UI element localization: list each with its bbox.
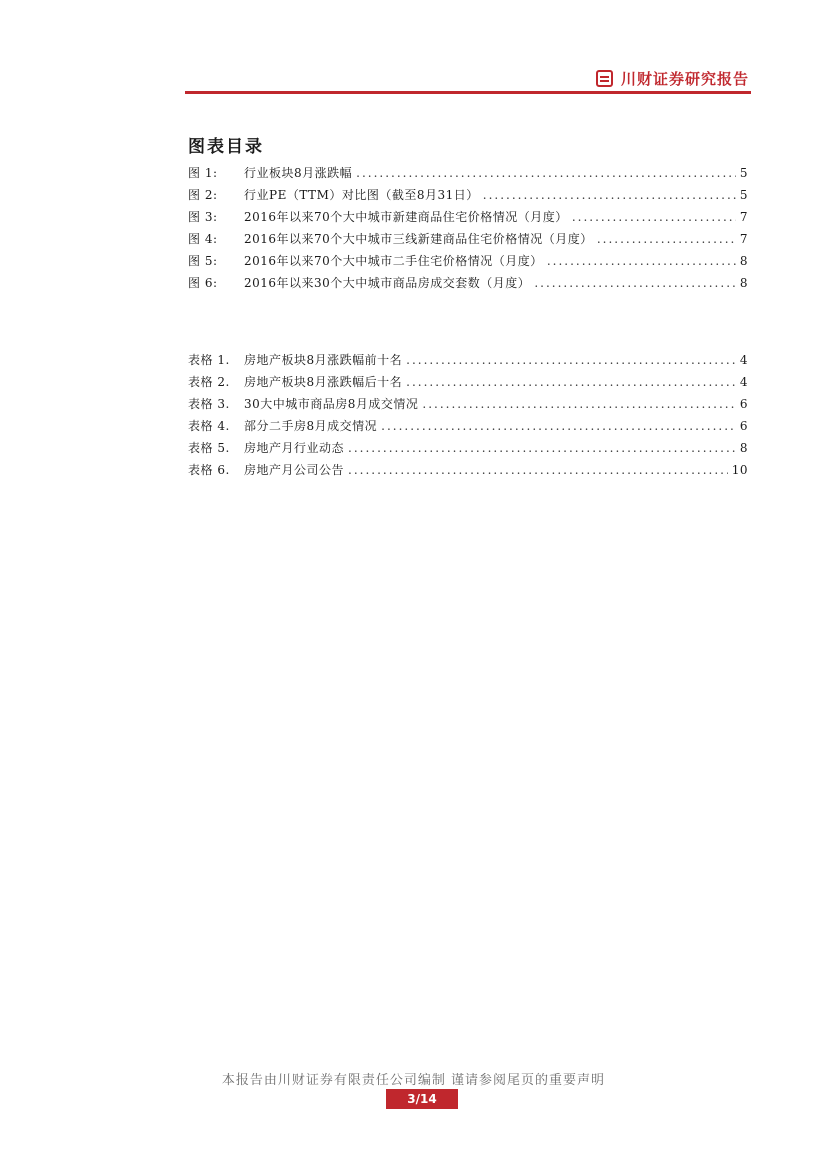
toc-entry-label: 表格 4.: [188, 419, 230, 433]
toc-entry-page: 4: [739, 353, 748, 367]
toc-entry-text: 30大中城市商品房8月成交情况: [244, 397, 419, 411]
toc-entry-figure-4[interactable]: [188, 230, 748, 252]
toc-leader-dots: [597, 232, 736, 246]
toc-entry-page: 7: [739, 210, 748, 224]
toc-title: 图表目录: [188, 137, 264, 157]
toc-entry-table-1[interactable]: [188, 351, 748, 373]
toc-entry-page: 8: [739, 254, 748, 268]
toc-entry-figure-5[interactable]: [188, 252, 748, 274]
toc-entry-label: 图 5:: [188, 254, 218, 268]
toc-leader-dots: [572, 210, 736, 224]
company-logo-icon: [596, 70, 613, 87]
toc-leader-dots: [406, 353, 736, 367]
toc-entry-label: 图 4:: [188, 232, 218, 246]
toc-leader-dots: [348, 463, 728, 477]
toc-entry-page: 4: [739, 375, 748, 389]
toc-leader-dots: [483, 188, 736, 202]
toc-entry-figure-6[interactable]: [188, 274, 748, 296]
toc-entry-table-2[interactable]: [188, 373, 748, 395]
toc-leader-dots: [348, 441, 736, 455]
toc-entry-label: 表格 3.: [188, 397, 230, 411]
toc-entry-text: 2016年以来70个大中城市二手住宅价格情况（月度）: [244, 254, 543, 268]
toc-entry-page: 6: [739, 397, 748, 411]
toc-entry-text: 2016年以来70个大中城市新建商品住宅价格情况（月度）: [244, 210, 568, 224]
toc-leader-dots: [356, 166, 736, 180]
toc-entry-text: 行业板块8月涨跌幅: [244, 166, 353, 180]
footer-disclaimer: 本报告由川财证券有限责任公司编制 谨请参阅尾页的重要声明: [221, 1073, 606, 1088]
toc-entry-label: 图 6:: [188, 276, 218, 290]
toc-entry-page: 5: [739, 166, 748, 180]
table-list: [188, 351, 748, 483]
toc-entry-table-4[interactable]: [188, 417, 748, 439]
toc-entry-text: 2016年以来70个大中城市三线新建商品住宅价格情况（月度）: [244, 232, 593, 246]
toc-entry-text: 部分二手房8月成交情况: [244, 419, 378, 433]
toc-entry-text: 行业PE（TTM）对比图（截至8月31日）: [244, 188, 479, 202]
toc-entry-page: 5: [739, 188, 748, 202]
toc-leader-dots: [534, 276, 736, 290]
toc-entry-label: 表格 1.: [188, 353, 230, 367]
toc-entry-text: 房地产月公司公告: [244, 463, 345, 477]
header-divider: [185, 91, 751, 94]
toc-leader-dots: [547, 254, 736, 268]
toc-entry-page: 8: [739, 441, 748, 455]
toc-entry-label: 表格 6.: [188, 463, 230, 477]
toc-entry-page: 8: [739, 276, 748, 290]
toc-leader-dots: [406, 375, 736, 389]
toc-entry-table-5[interactable]: [188, 439, 748, 461]
toc-entry-table-3[interactable]: [188, 395, 748, 417]
toc-entry-table-6[interactable]: [188, 461, 748, 483]
toc-entry-page: 7: [739, 232, 748, 246]
toc-entry-page: 6: [739, 419, 748, 433]
toc-entry-text: 2016年以来30个大中城市商品房成交套数（月度）: [244, 276, 531, 290]
header-brand: [596, 68, 749, 89]
toc-entry-text: 房地产板块8月涨跌幅后十名: [244, 375, 403, 389]
toc-entry-label: 图 1:: [188, 166, 218, 180]
toc-entry-figure-1[interactable]: [188, 164, 748, 186]
brand-title: 川财证券研究报告: [620, 70, 749, 88]
toc-entry-text: 房地产月行业动态: [244, 441, 345, 455]
toc-entry-page: 10: [731, 463, 748, 477]
page-number-badge: 3/14: [386, 1089, 458, 1109]
toc-leader-dots: [381, 419, 736, 433]
toc-entry-label: 图 3:: [188, 210, 218, 224]
toc-entry-label: 图 2:: [188, 188, 218, 202]
toc-entry-figure-2[interactable]: [188, 186, 748, 208]
toc-entry-figure-3[interactable]: [188, 208, 748, 230]
toc-leader-dots: [422, 397, 735, 411]
toc-entry-label: 表格 5.: [188, 441, 230, 455]
toc-entry-text: 房地产板块8月涨跌幅前十名: [244, 353, 403, 367]
figure-list: [188, 164, 748, 296]
toc-entry-label: 表格 2.: [188, 375, 230, 389]
